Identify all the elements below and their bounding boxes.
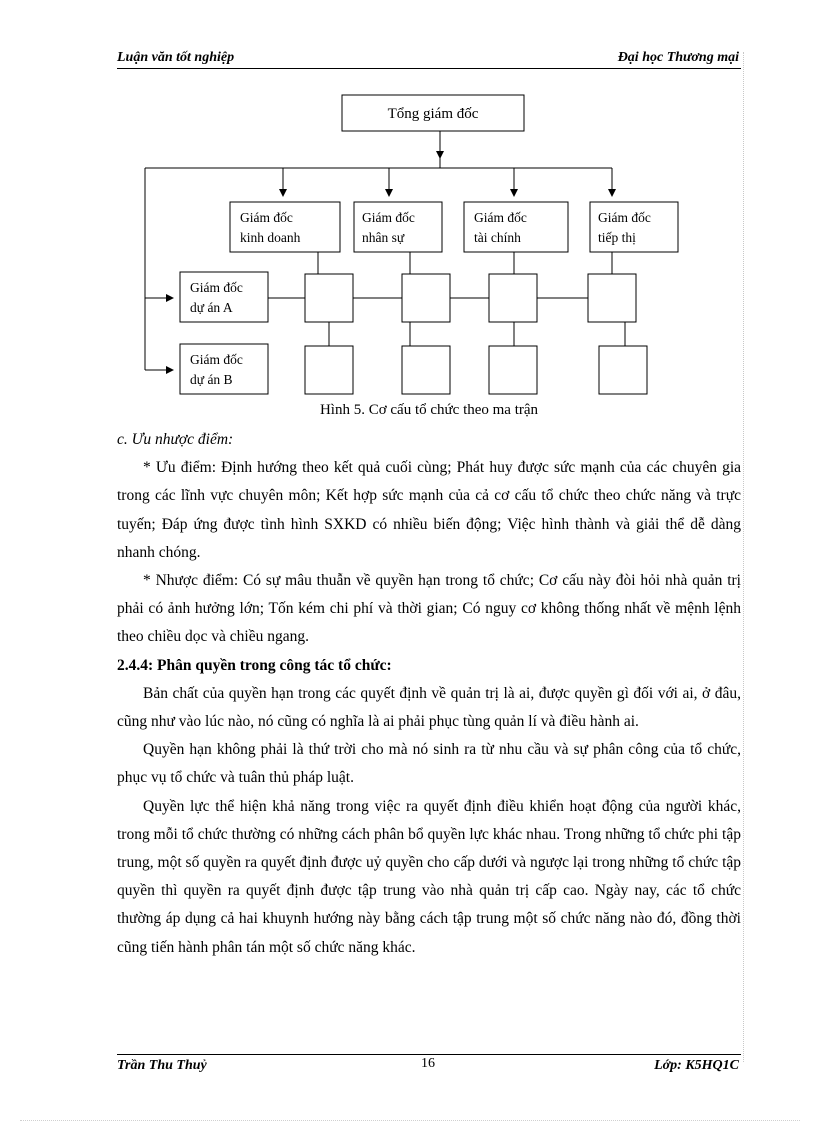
section-2-4-4-heading: 2.4.4: Phân quyền trong công tác tổ chức:	[117, 656, 392, 674]
project-b-line1: Giám đốc	[190, 352, 243, 367]
paragraph-disadvantages: * Nhược điểm: Có sự mâu thuẫn về quyền hạn trong tổ chức; Cơ cấu này đòi hỏi nhà quản trị phải có ảnh hưởng lớn; Tốn kém chi phí và thời gian; Có nguy cơ không thống nhất về mệnh lệnh theo chiều dọc và chiều ngang.	[117, 572, 741, 646]
paragraph-authority-origin: Quyền hạn không phải là thứ trời cho mà nó sinh ra từ nhu cầu và sự phân công của tổ chức, phục vụ tổ chức và tuân thủ pháp luật.	[117, 741, 741, 787]
section-c-heading: c. Ưu nhược điểm:	[117, 431, 234, 448]
director-finance-line2: tài chính	[474, 230, 521, 245]
figure-caption: Hình 5. Cơ cấu tổ chức theo ma trận	[319, 402, 539, 418]
paragraph-power: Quyền lực thể hiện khả năng trong việc ra quyết định điều khiển hoạt động của người khác, trong mỗi tổ chức thường có những cách phân bổ quyền lực khác nhau. Trong những tổ chức phi tập trung, một số quyền ra quyết định được uỷ quyền cho cấp dưới và ngược lại trong những tổ chức tập quyền thì quyền ra quyết định được tập trung vào nhà quản trị cấp cao. Ngày nay, các tổ chức thường áp dụng cả hai khuynh hướng này bằng cách tập trung một số chức năng nào đó, đồng thời cũng tiến hành phân tán một số chức năng khác.	[117, 797, 741, 956]
footer-author: Trần Thu Thuỷ	[117, 1058, 207, 1073]
project-b-line2: dự án B	[190, 372, 233, 387]
paragraph-advantages: * Ưu điểm: Định hướng theo kết quả cuối cùng; Phát huy được sức mạnh của các chuyên gia trong các lĩnh vực chuyên môn; Kết hợp sức mạnh của cả cơ cấu tổ chức theo chức năng và trực tuyến; Đáp ứng được tình hình SXKD có nhiều biến động; Việc hình thành và giải thể dễ dàng nhanh chóng.	[117, 459, 741, 561]
project-a-line1: Giám đốc	[190, 280, 243, 295]
page-shadow-bottom	[20, 1120, 800, 1121]
header-left: Luận văn tốt nghiệp	[117, 50, 235, 65]
paragraph-authority-nature: Bản chất của quyền hạn trong các quyết định về quản trị là ai, được quyền gì đối với ai, ở đâu, cũng như vào lúc nào, nó cũng có nghĩa là ai phải phục tùng quản lí và điều hành ai.	[117, 684, 741, 731]
header-right: Đại học Thương mại	[617, 50, 739, 65]
director-business-line1: Giám đốc	[240, 210, 293, 225]
director-business-line2: kinh doanh	[240, 230, 301, 245]
director-marketing-line1: Giám đốc	[598, 210, 651, 225]
director-marketing-line2: tiếp thị	[598, 230, 636, 245]
footer-rule	[117, 1054, 741, 1055]
org-chart-diagram	[0, 0, 816, 410]
footer-class: Lớp: K5HQ1C	[654, 1058, 739, 1073]
page-number: 16	[421, 1056, 435, 1071]
director-hr-line1: Giám đốc	[362, 210, 415, 225]
project-a-line2: dự án A	[190, 300, 233, 315]
director-finance-line1: Giám đốc	[474, 210, 527, 225]
ceo-label: Tổng giám đốc	[387, 106, 479, 122]
body-text	[117, 426, 741, 962]
director-hr-line2: nhân sự	[362, 230, 405, 245]
